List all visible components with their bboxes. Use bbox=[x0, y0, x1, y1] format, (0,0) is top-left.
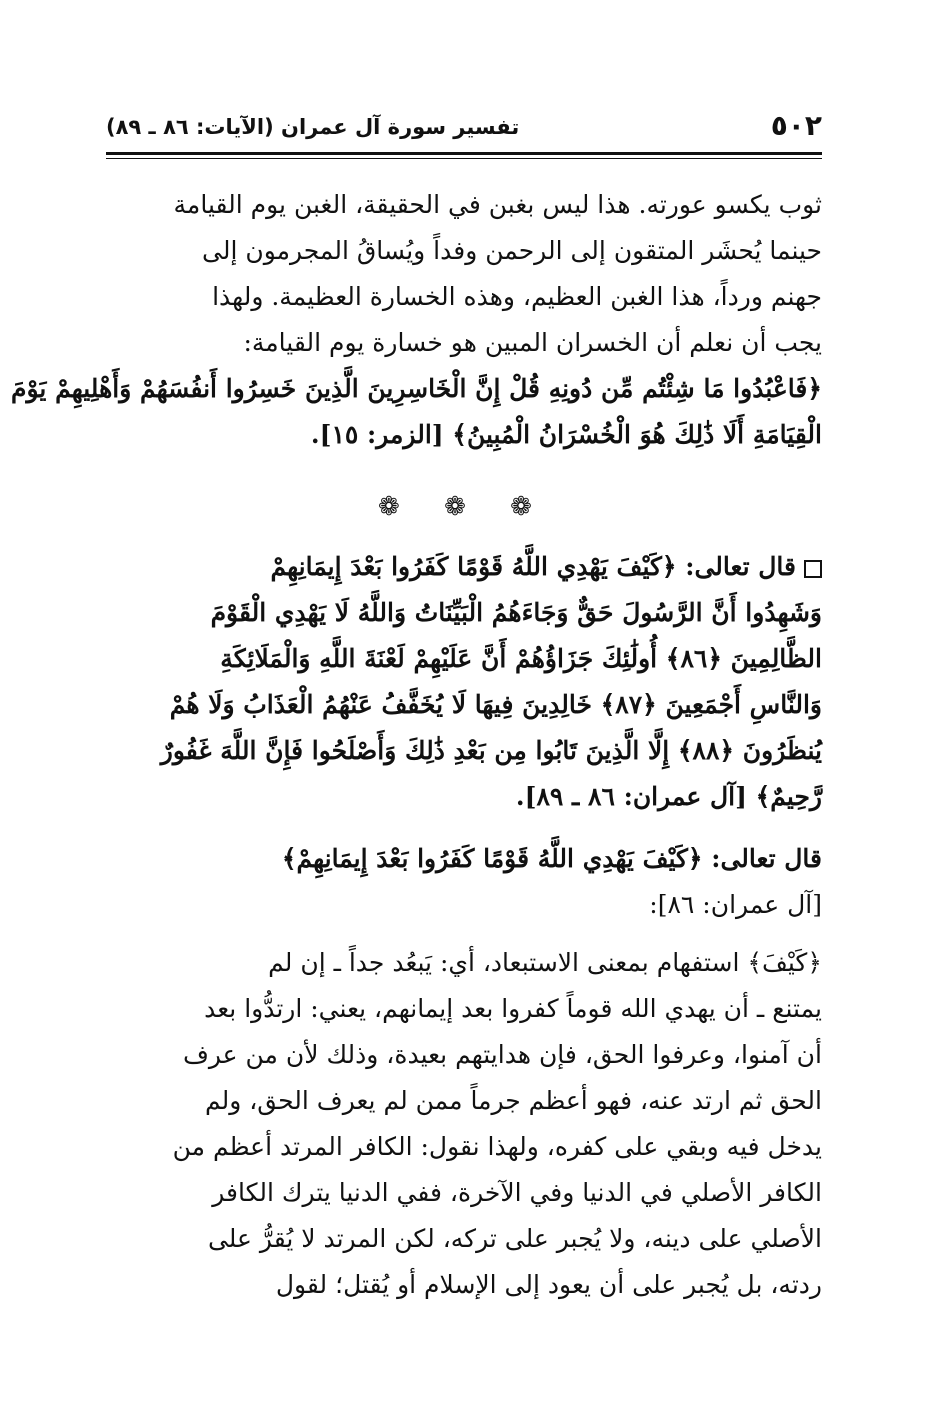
paragraph-verses-86-89 bbox=[106, 544, 822, 820]
header-rule-thin bbox=[106, 158, 822, 159]
quran-verse-line: ﴿فَاعْبُدُوا مَا شِئْتُم مِّن دُونِهِ قُلْ إِنَّ الْخَاسِرِينَ الَّذِينَ خَسِرُوا أَنفُسَهُمْ وَأَهْلِيهِمْ يَوْمَ bbox=[11, 374, 822, 403]
text-line: يدخل فيه وبقي على كفره، ولهذا نقول: الكافر المرتد أعظم من bbox=[172, 1132, 822, 1161]
text-line: جهنم ورداً، هذا الغبن العظيم، وهذه الخسارة العظيمة. ولهذا bbox=[212, 282, 822, 311]
text-line: يمتنع ـ أن يهدي الله قوماً كفروا بعد إيمانهم، يعني: ارتدُّوا بعد bbox=[204, 994, 822, 1023]
verse-text: قال تعالى: ﴿كَيْفَ يَهْدِي اللَّهُ قَوْمًا كَفَرُوا بَعْدَ إِيمَانِهِمْ bbox=[270, 552, 796, 581]
quran-verse-line: قال تعالى: ﴿كَيْفَ يَهْدِي اللَّهُ قَوْمًا كَفَرُوا بَعْدَ إِيمَانِهِمْ﴾ bbox=[281, 844, 822, 873]
quran-verse-line: وَالنَّاسِ أَجْمَعِينَ ﴿٨٧﴾ خَالِدِينَ فِيهَا لَا يُخَفَّفُ عَنْهُمُ الْعَذَابُ وَلَا هُمْ bbox=[169, 690, 822, 719]
text-line: يجب أن نعلم أن الخسران المبين هو خسارة يوم القيامة: bbox=[243, 328, 822, 357]
text-line: الكافر الأصلي في الدنيا وفي الآخرة، ففي الدنيا يترك الكافر bbox=[212, 1178, 822, 1207]
section-box-icon bbox=[804, 560, 822, 578]
citation-line: [آل عمران: ٨٦]: bbox=[649, 890, 822, 919]
text-line: حينما يُحشَر المتقون إلى الرحمن وفداً ويُساقُ المجرمون إلى bbox=[201, 236, 822, 265]
running-title: تفسير سورة آل عمران (الآيات: ٨٦ ـ ٨٩) bbox=[106, 115, 520, 139]
text-line: ثوب يكسو عورته. هذا ليس بغبن في الحقيقة، الغبن يوم القيامة bbox=[173, 190, 822, 219]
quran-verse-line bbox=[106, 544, 822, 590]
text-line: الأصلي على دينه، ولا يُجبر على تركه، لكن المرتد لا يُقرُّ على bbox=[207, 1224, 822, 1253]
quran-verse-line: وَشَهِدُوا أَنَّ الرَّسُولَ حَقٌّ وَجَاءَهُمُ الْبَيِّنَاتُ وَاللَّهُ لَا يَهْدِي الْقَوْمَ bbox=[210, 598, 822, 627]
text-line: ﴿كَيْفَ﴾ استفهام بمعنى الاستبعاد، أي: يَبعُد جداً ـ إن لم bbox=[268, 948, 822, 977]
section-divider-ornaments: ❁ ❁ ❁ bbox=[378, 492, 550, 522]
text-line: أن آمنوا، وعرفوا الحق، فإن هدايتهم بعيدة، وذلك لأن من عرف bbox=[182, 1040, 822, 1069]
quran-verse-line: الظَّالِمِينَ ﴿٨٦﴾ أُولَٰئِكَ جَزَاؤُهُمْ أَنَّ عَلَيْهِمْ لَعْنَةَ اللَّهِ وَالْمَلَائِكَةِ bbox=[220, 644, 822, 673]
paragraph-verse-86 bbox=[106, 836, 822, 928]
page-number: ٥٠٢ bbox=[770, 109, 822, 142]
text-line: ردته، بل يُجبر على أن يعود إلى الإسلام أو يُقتل؛ لقول bbox=[275, 1270, 822, 1299]
page-header bbox=[106, 108, 822, 150]
quran-verse-line: الْقِيَامَةِ أَلَا ذَٰلِكَ هُوَ الْخُسْرَانُ الْمُبِينُ﴾ [الزمر: ١٥]. bbox=[310, 420, 822, 449]
quran-verse-line: يُنظَرُونَ ﴿٨٨﴾ إِلَّا الَّذِينَ تَابُوا مِن بَعْدِ ذَٰلِكَ وَأَصْلَحُوا فَإِنَّ اللَّهَ غَفُورٌ bbox=[160, 736, 822, 765]
header-rule-thick bbox=[106, 152, 822, 155]
quran-verse-line: رَّحِيمٌ﴾ [آل عمران: ٨٦ ـ ٨٩]. bbox=[515, 782, 822, 811]
paragraph-khusran bbox=[11, 182, 822, 458]
text-line: الحق ثم ارتد عنه، فهو أعظم جرماً ممن لم يعرف الحق، ولم bbox=[204, 1086, 822, 1115]
paragraph-tafsir-kayfa bbox=[106, 940, 822, 1308]
